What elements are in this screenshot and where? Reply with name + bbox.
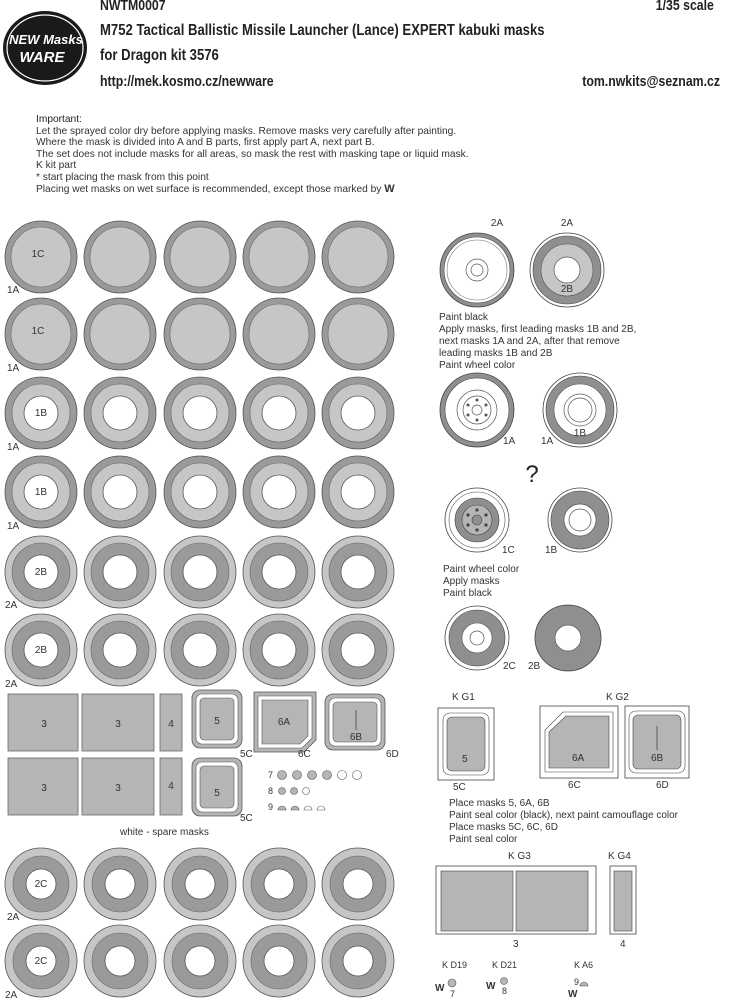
- label-7: 7: [268, 770, 274, 780]
- label-1a: 1A: [7, 442, 20, 453]
- mask-row-1b-a: [5, 377, 394, 453]
- page-title: M752 Tactical Ballistic Missile Launcher (Lance) EXPERT kabuki masks: [100, 22, 545, 39]
- panel-guide-g4: [608, 851, 636, 950]
- svg-text:6D: 6D: [656, 780, 669, 791]
- label-2a: 2A: [5, 679, 18, 690]
- svg-text:K D21: K D21: [492, 960, 518, 970]
- contact-email[interactable]: tom.nwkits@seznam.cz: [582, 73, 720, 90]
- important-notes: [36, 114, 469, 195]
- note-line: K kit part: [36, 160, 77, 172]
- notes-heading: Important:: [36, 114, 82, 125]
- svg-text:next masks 1A and 2A, after th: next masks 1A and 2A, after that remove: [439, 336, 620, 347]
- svg-text:Paint seal color (black), next: Paint seal color (black), next paint camouflage color: [449, 810, 679, 821]
- wet-mark-icon: W: [384, 182, 395, 195]
- placement-guide: [420, 210, 740, 1000]
- spare-masks-note: white - spare masks: [120, 827, 209, 838]
- label-1a: 1A: [541, 436, 554, 447]
- label-2a: 2A: [5, 600, 18, 611]
- small-part-guides: [435, 960, 593, 1000]
- label-1b: 1B: [34, 408, 48, 419]
- label-1b: 1B: [573, 428, 587, 439]
- label-2b: 2B: [34, 567, 48, 578]
- svg-text:Place masks 5, 6A, 6B: Place masks 5, 6A, 6B: [449, 798, 550, 809]
- label-2b: 2B: [528, 661, 541, 672]
- svg-text:Paint wheel color: Paint wheel color: [443, 564, 520, 575]
- svg-text:4: 4: [620, 939, 626, 950]
- label-1a: 1A: [7, 285, 20, 296]
- note-line: * start placing the mask from this point: [36, 171, 209, 183]
- svg-text:6B: 6B: [651, 753, 664, 764]
- note-line: The set does not include masks for all areas, so mask the rest with masking tape or liquid mask.: [36, 148, 469, 160]
- mask-row-1b-b: [5, 456, 394, 532]
- label-2a: 2A: [5, 990, 18, 1000]
- wheel-guide-4: [541, 373, 617, 447]
- svg-text:K G4: K G4: [608, 851, 631, 862]
- label-2a: 2A: [7, 912, 20, 923]
- label-5: 5: [214, 788, 220, 799]
- svg-text:leading masks 1B and 2B: leading masks 1B and 2B: [439, 348, 553, 359]
- svg-text:W: W: [486, 981, 496, 992]
- label-5: 5: [214, 716, 220, 727]
- svg-text:W: W: [435, 983, 445, 994]
- logo-text-top: NEW Masks: [9, 32, 83, 47]
- note-line: Where the mask is divided into A and B parts, first apply part A, next part B.: [36, 137, 375, 149]
- wheel-guide-5: [445, 488, 515, 556]
- svg-text:5: 5: [462, 754, 468, 765]
- label-6b: 6B: [349, 732, 363, 743]
- label-1c: 1C: [31, 249, 45, 260]
- label-2a: 2A: [490, 218, 504, 229]
- instructions-1: [439, 312, 636, 371]
- question-mark: ?: [525, 461, 539, 488]
- logo-text-bottom: WARE: [19, 49, 65, 66]
- svg-text:5C: 5C: [453, 782, 466, 793]
- wheel-guide-6: [545, 488, 612, 556]
- svg-text:7: 7: [450, 989, 456, 999]
- svg-text:Apply masks, first leading mas: Apply masks, first leading masks 1B and 2B,: [439, 324, 637, 335]
- hatch-guide-g2: [540, 692, 689, 791]
- svg-text:6C: 6C: [568, 780, 581, 791]
- mask-row-2b-b: [5, 614, 394, 690]
- label-1b: 1B: [34, 487, 48, 498]
- mask-row-2c-b: [5, 925, 394, 1000]
- label-2c: 2C: [34, 879, 48, 890]
- label-2b: 2B: [34, 645, 48, 656]
- label-8: 8: [268, 786, 274, 796]
- svg-text:Paint black: Paint black: [439, 312, 488, 323]
- label-6c: 6C: [298, 749, 311, 760]
- website-url[interactable]: http://mek.kosmo.cz/newware: [100, 73, 274, 90]
- label-6d: 6D: [386, 749, 399, 760]
- label-1c: 1C: [502, 545, 515, 556]
- label-1a: 1A: [7, 521, 20, 532]
- svg-text:9: 9: [574, 977, 580, 987]
- newware-logo: [2, 10, 88, 86]
- hatch-guide-g1: [438, 692, 494, 793]
- label-1b: 1B: [545, 545, 558, 556]
- note-line: Placing wet masks on wet surface is recommended, except those marked by W: [36, 182, 395, 195]
- mask-row-1c-a: [5, 221, 394, 296]
- svg-text:Paint seal color: Paint seal color: [449, 834, 518, 845]
- mask-panels: [8, 690, 399, 824]
- mask-sheet: [0, 210, 420, 1000]
- svg-text:K A6: K A6: [574, 960, 594, 970]
- svg-text:K G2: K G2: [606, 692, 629, 703]
- label-1a: 1A: [7, 363, 20, 374]
- page-subtitle: for Dragon kit 3576: [100, 47, 219, 64]
- svg-text:3: 3: [513, 939, 519, 950]
- note-line: Let the sprayed color dry before applying masks. Remove masks very carefully after painting.: [36, 125, 457, 137]
- svg-text:Paint wheel color: Paint wheel color: [439, 360, 516, 371]
- label-3: 3: [115, 719, 121, 730]
- label-4: 4: [168, 719, 174, 730]
- panel-guide-g3: [436, 851, 596, 950]
- svg-text:Apply masks: Apply masks: [443, 576, 500, 587]
- label-6a: 6A: [277, 717, 291, 728]
- label-2a: 2A: [560, 218, 574, 229]
- wheel-guide-3: [440, 373, 516, 447]
- label-2c: 2C: [503, 661, 516, 672]
- label-3: 3: [41, 719, 47, 730]
- instructions-2: [443, 564, 520, 599]
- mask-row-2b-a: [5, 536, 394, 611]
- wheel-guide-1: [440, 218, 514, 307]
- svg-text:K G3: K G3: [508, 851, 531, 862]
- label-5c: 5C: [240, 813, 253, 824]
- label-1c: 1C: [31, 326, 45, 337]
- mask-row-1c-b: [5, 298, 394, 374]
- wheel-guide-7: [445, 606, 516, 672]
- wheel-guide-8: [528, 605, 601, 672]
- label-1a: 1A: [503, 436, 516, 447]
- label-4: 4: [168, 781, 174, 792]
- product-code: NWTM0007: [100, 0, 166, 14]
- svg-text:Place masks 5C, 6C, 6D: Place masks 5C, 6C, 6D: [449, 822, 558, 833]
- label-3: 3: [41, 783, 47, 794]
- label-9: 9: [268, 802, 274, 812]
- svg-text:W: W: [568, 989, 578, 1000]
- mask-row-2c-a: [5, 848, 394, 923]
- svg-text:Paint black: Paint black: [443, 588, 492, 599]
- svg-text:8: 8: [502, 986, 508, 996]
- label-2b: 2B: [560, 284, 574, 295]
- svg-text:K D19: K D19: [442, 960, 468, 970]
- svg-text:K G1: K G1: [452, 692, 475, 703]
- label-2c: 2C: [34, 956, 48, 967]
- instructions-3: [449, 798, 679, 845]
- wheel-guide-2: [530, 218, 604, 307]
- label-5c: 5C: [240, 749, 253, 760]
- scale-label: 1/35 scale: [655, 0, 714, 14]
- label-3: 3: [115, 783, 121, 794]
- svg-text:6A: 6A: [572, 753, 585, 764]
